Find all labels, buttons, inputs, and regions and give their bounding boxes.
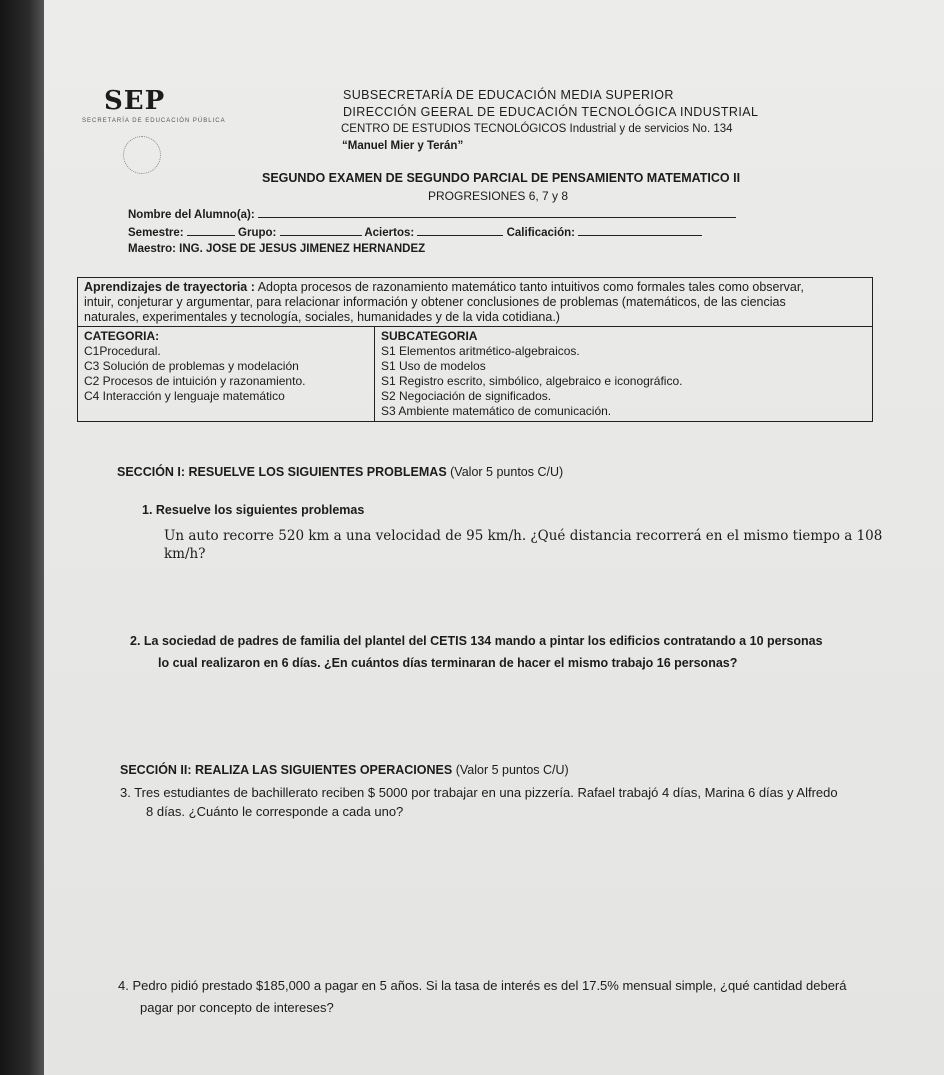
student-name-line[interactable] xyxy=(258,207,736,218)
category-item: C4 Interacción y lenguaje matemático xyxy=(84,389,285,403)
question-1-heading: 1. Resuelve los siguientes problemas xyxy=(142,503,365,517)
trajectory-cell xyxy=(78,278,873,327)
grade-line[interactable] xyxy=(578,225,702,236)
group-line[interactable] xyxy=(280,225,362,236)
section-2-heading: SECCIÓN II: REALIZA LAS SIGUIENTES OPERACIONES xyxy=(120,763,453,777)
sep-logo: SEP xyxy=(104,86,166,116)
trajectory-text-1: Adopta procesos de razonamiento matemático tanto intuitivos como formales tales como observar, xyxy=(254,280,804,294)
section-2-title xyxy=(120,763,569,777)
subcategory-cell xyxy=(375,327,873,422)
header-line-4: “Manuel Mier y Terán” xyxy=(342,140,464,152)
category-item: C3 Solución de problemas y modelación xyxy=(84,359,299,373)
section-2-value: (Valor 5 puntos C/U) xyxy=(452,763,569,777)
trajectory-label: Aprendizajes de trayectoria : xyxy=(84,280,255,294)
section-1-value: (Valor 5 puntos C/U) xyxy=(446,465,564,479)
subcategory-item: S2 Negociación de significados. xyxy=(381,389,552,403)
header-line-3: CENTRO DE ESTUDIOS TECNOLÓGICOS Industrial y de servicios No. 134 xyxy=(341,123,733,135)
student-name-field xyxy=(128,207,736,221)
group-label: Grupo: xyxy=(238,227,277,239)
learning-table xyxy=(77,277,873,422)
exam-subtitle: PROGRESIONES 6, 7 y 8 xyxy=(428,189,569,203)
question-4-line-2: pagar por concepto de intereses? xyxy=(140,1000,334,1015)
header-line-2: DIRECCIÓN GEERAL DE EDUCACIÓN TECNOLÓGICA INDUSTRIAL xyxy=(343,105,759,119)
subcategory-item: S1 Elementos aritmético-algebraicos. xyxy=(381,344,580,358)
question-2-line-2: lo cual realizaron en 6 días. ¿En cuántos días terminaran de hacer el mismo trabajo 16 personas? xyxy=(158,656,738,670)
header-line-1: SUBSECRETARÍA DE EDUCACIÓN MEDIA SUPERIOR xyxy=(343,88,674,102)
section-1-title xyxy=(117,465,563,479)
category-cell xyxy=(78,327,375,422)
semester-line[interactable] xyxy=(187,225,235,236)
exam-title: SEGUNDO EXAMEN DE SEGUNDO PARCIAL DE PENSAMIENTO MATEMATICO II xyxy=(262,171,741,185)
teacher-name: Maestro: ING. JOSE DE JESUS JIMENEZ HERNANDEZ xyxy=(128,243,426,255)
mexico-seal-icon xyxy=(123,136,161,174)
section-1-heading: SECCIÓN I: RESUELVE LOS SIGUIENTES PROBLEMAS xyxy=(117,465,447,479)
sep-logo-subtext: SECRETARÍA DE EDUCACIÓN PÚBLICA xyxy=(82,118,226,124)
category-header: CATEGORIA: xyxy=(84,329,160,343)
trajectory-text-3: naturales, experimentales y tecnología, sociales, humanidades y de la vida cotidiana.) xyxy=(84,310,560,324)
subcategory-item: S1 Uso de modelos xyxy=(381,359,486,373)
question-2-line-1: 2. La sociedad de padres de familia del plantel del CETIS 134 mando a pintar los edificios contratando a 10 personas xyxy=(130,634,823,648)
subcategory-item: S1 Registro escrito, simbólico, algebraico e iconográfico. xyxy=(381,374,683,388)
student-name-label: Nombre del Alumno(a): xyxy=(128,209,255,221)
question-3-line-1: 3. Tres estudiantes de bachillerato reciben $ 5000 por trabajar en una pizzería. Rafael trabajó 4 días, Marina 6 días y Alfredo xyxy=(120,785,838,800)
question-4-line-1: 4. Pedro pidió prestado $185,000 a pagar en 5 años. Si la tasa de interés es del 17.5% mensual simple, ¿qué cantidad deberá xyxy=(118,978,847,993)
trajectory-text-2: intuir, conjeturar y argumentar, para relacionar información y obtener conclusiones de problemas (matemáticos, de las ciencias xyxy=(84,295,786,309)
subcategory-item: S3 Ambiente matemático de comunicación. xyxy=(381,404,612,418)
grade-label: Calificación: xyxy=(506,227,575,239)
question-1-line-2: km/h? xyxy=(164,546,206,562)
correct-label: Aciertos: xyxy=(364,227,415,239)
question-3-line-2: 8 días. ¿Cuánto le corresponde a cada uno? xyxy=(146,804,404,819)
correct-line[interactable] xyxy=(417,225,503,236)
category-item: C2 Procesos de intuición y razonamiento. xyxy=(84,374,306,388)
semester-row xyxy=(128,225,702,239)
semester-label: Semestre: xyxy=(128,227,184,239)
subcategory-header: SUBCATEGORIA xyxy=(381,329,478,343)
question-1-line-1: Un auto recorre 520 km a una velocidad de 95 km/h. ¿Qué distancia recorrerá en el mismo tiempo a 108 xyxy=(164,528,883,544)
category-item: C1Procedural. xyxy=(84,344,161,358)
